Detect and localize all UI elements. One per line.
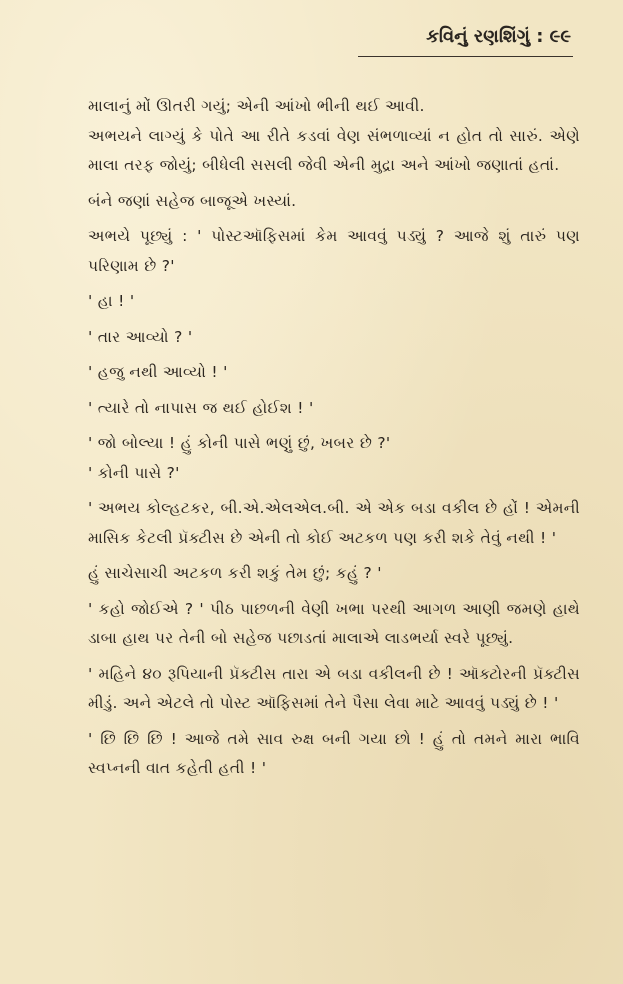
body-text bbox=[88, 92, 580, 784]
paragraph-1: માલાનું મોં ઊતરી ગયું; એની આંખો ભીની થઈ આવી. bbox=[88, 97, 425, 115]
paragraph-2: અભયને લાગ્યું કે પોતે આ રીતે કડવાં વેણ સંભળાવ્યાં ન હોત તો સારું. એણે માલા તરફ જોયું; બીધેલી સસલી જેવી એની મુદ્રા અને આંખો જણાતાં હતાં. bbox=[88, 126, 580, 174]
paragraph-6: હું સાચેસાચી અટકળ કરી શકું તેમ છું; કહું ? ' bbox=[88, 564, 382, 582]
paragraph-7: ' કહો જોઈએ ? ' પીઠ પાછળની વેણી ખભા પરથી આગળ આણી જમણે હાથે ડાબા હાથ પર તેની બો સહેજ પછાડતાં માલાએ લાડભર્યા સ્વરે પૂછ્યું. bbox=[88, 599, 580, 647]
paragraph-9: ' છિ છિ છિ ! આજે તમે સાવ રુક્ષ બની ગયા છો ! હું તો તમને મારા ભાવિ સ્વપ્નની વાત કહેતી હતી ! ' bbox=[88, 729, 580, 777]
running-head-underline bbox=[358, 56, 573, 57]
dialogue-line-4: ' ત્યારે તો નાપાસ જ થઈ હોઈશ ! ' bbox=[88, 398, 314, 417]
dialogue-line-6: ' કોની પાસે ?' bbox=[88, 463, 180, 482]
dialogue-line-1: ' હા ! ' bbox=[88, 292, 135, 310]
paragraph-3: બંને જણાં સહેજ બાજૂએ ખસ્યાં. bbox=[88, 191, 297, 210]
running-head: કવિનું રણશિંગું : ૯૯ bbox=[426, 26, 571, 47]
dialogue-line-2: ' તાર આવ્યો ? ' bbox=[88, 327, 193, 346]
paragraph-4: અભયે પૂછ્યું : ' પોસ્ટઑફિસમાં કેમ આવવું પડ્યું ? આજે શું તારું પણ પરિણામ છે ?' bbox=[88, 227, 580, 275]
paragraph-5: ' અભય કોલ્હટકર, બી.એ.એલએલ.બી. એ એક બડા વકીલ છે હોં ! એમની માસિક કેટલી પ્રૅક્ટીસ છે એની તો કોઈ અટકળ પણ કરી શકે તેવું નથી ! ' bbox=[88, 499, 580, 547]
dialogue-line-5: ' જો બોલ્યા ! હું કોની પાસે ભણું છું, ખબર છે ?' bbox=[88, 434, 391, 452]
paragraph-8: ' મહિને ૪૦ રૂપિયાની પ્રૅક્ટીસ તારા એ બડા વકીલની છે ! ઑક્ટોરની પ્રૅક્ટીસ મીડું. અને એટલે તો પોસ્ટ ઑફિસમાં તેને પૈસા લેવા માટે આવવું પડ્યું છે ! ' bbox=[88, 664, 580, 712]
dialogue-line-3: ' હજુ નથી આવ્યો ! ' bbox=[88, 363, 228, 381]
